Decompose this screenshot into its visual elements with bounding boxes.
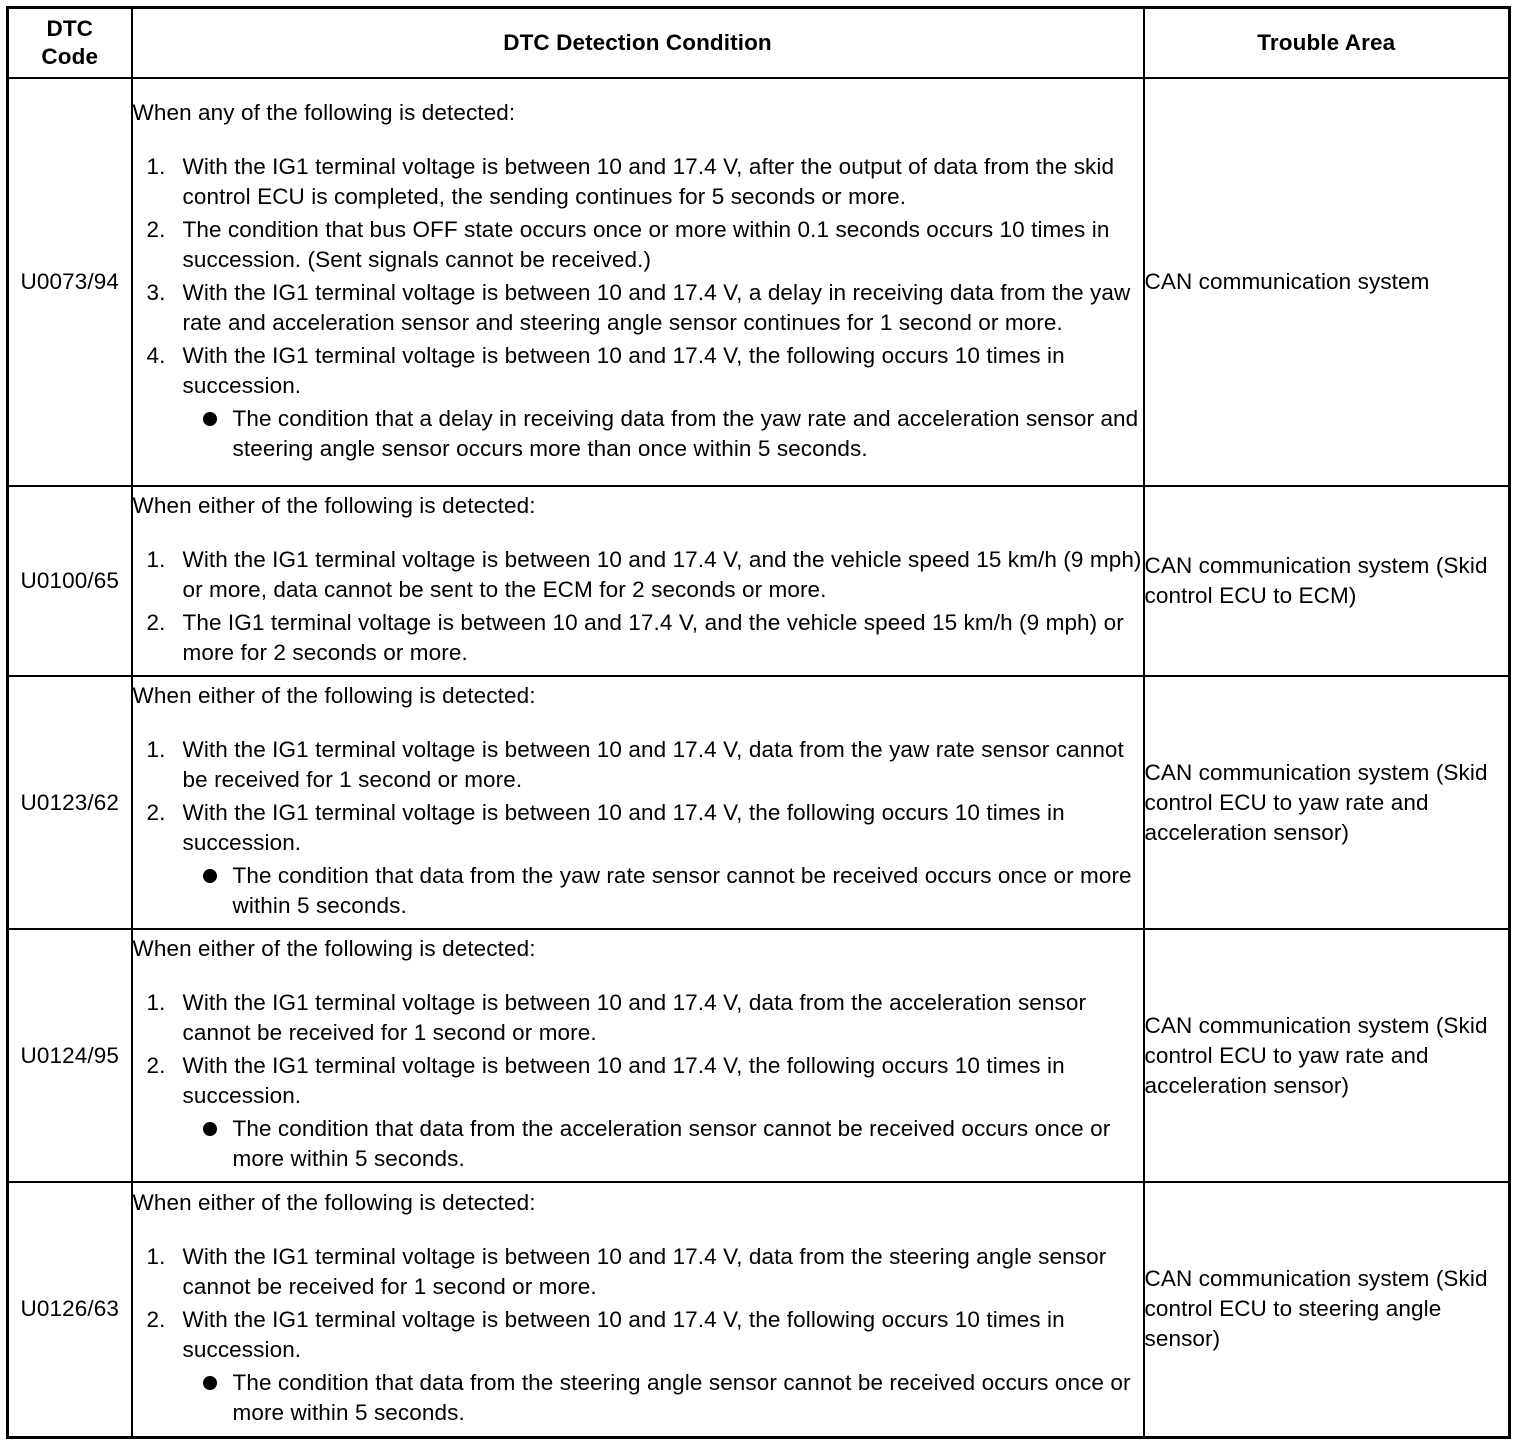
header-row	[8, 8, 1510, 79]
table-row	[8, 1182, 1510, 1437]
list-item	[133, 1051, 1143, 1174]
dtc-code-cell: U0124/95	[8, 929, 132, 1182]
list-item	[133, 608, 1143, 668]
bullet-text: The condition that a delay in receiving data from the yaw rate and acceleration sensor and steering angle sensor occurs more than once within 5 seconds.	[232, 405, 1139, 461]
list-item-text: With the IG1 terminal voltage is between 10 and 17.4 V, the following occurs 10 times in succession.	[182, 1306, 1065, 1362]
list-item-number: 2.	[146, 216, 166, 242]
bullet-list	[183, 404, 1143, 464]
detection-condition-cell	[132, 1182, 1144, 1437]
bullet-list	[183, 1114, 1143, 1174]
dtc-table	[6, 6, 1511, 1439]
list-item-text: The condition that bus OFF state occurs once or more within 0.1 seconds occurs 10 times in succession. (Sent signals cannot be received.)	[182, 216, 1110, 272]
bullet-text: The condition that data from the acceleration sensor cannot be received occurs once or more within 5 seconds.	[232, 1116, 1111, 1171]
table-body	[8, 78, 1510, 1437]
dtc-code-cell: U0126/63	[8, 1182, 132, 1437]
list-item	[133, 1305, 1143, 1428]
list-item	[133, 798, 1143, 921]
list-item-text: With the IG1 terminal voltage is between 10 and 17.4 V, the following occurs 10 times in succession.	[182, 1053, 1065, 1108]
list-item-number: 2.	[146, 1306, 166, 1332]
list-item	[133, 215, 1143, 275]
bullet-item	[183, 861, 1143, 921]
condition-list	[133, 988, 1143, 1174]
bullet-list	[183, 861, 1143, 921]
list-item-text: With the IG1 terminal voltage is between 10 and 17.4 V, data from the yaw rate sensor cannot be received for 1 second or more.	[182, 737, 1124, 792]
bullet-text: The condition that data from the yaw rate sensor cannot be received occurs once or more within 5 seconds.	[232, 863, 1132, 918]
bullet-dot-icon	[203, 412, 217, 426]
list-item	[133, 152, 1143, 212]
bullet-dot-icon	[203, 1122, 217, 1136]
bullet-item	[183, 1368, 1143, 1428]
list-item	[133, 545, 1143, 605]
list-item	[133, 341, 1143, 464]
trouble-area-cell: CAN communication system (Skid control ECU to steering angle sensor)	[1144, 1182, 1510, 1437]
condition-list	[133, 1242, 1143, 1428]
table-row	[8, 676, 1510, 929]
list-item-text: With the IG1 terminal voltage is between 10 and 17.4 V, a delay in receiving data from the yaw rate and acceleration sensor and steering angle sensor continues for 1 second or more.	[182, 279, 1131, 335]
condition-list	[133, 545, 1143, 668]
trouble-area-cell: CAN communication system (Skid control ECU to yaw rate and acceleration sensor)	[1144, 676, 1510, 929]
condition-intro: When either of the following is detected:	[132, 1189, 536, 1215]
detection-condition-cell	[132, 929, 1144, 1182]
list-item-text: With the IG1 terminal voltage is between 10 and 17.4 V, the following occurs 10 times in succession.	[182, 800, 1065, 855]
list-item	[133, 988, 1143, 1048]
header-detection-condition: DTC Detection Condition	[132, 8, 1144, 79]
list-item	[133, 1242, 1143, 1302]
list-item-number: 1.	[146, 153, 166, 179]
condition-intro: When any of the following is detected:	[132, 99, 516, 125]
header-dtc-code: DTC Code	[8, 8, 132, 79]
list-item-text: With the IG1 terminal voltage is between 10 and 17.4 V, data from the acceleration sensor cannot be received for 1 second or more.	[182, 990, 1087, 1045]
bullet-item	[183, 404, 1143, 464]
list-item-number: 2.	[146, 800, 166, 825]
condition-list	[133, 735, 1143, 921]
trouble-area-cell: CAN communication system (Skid control ECU to ECM)	[1144, 486, 1510, 676]
bullet-list	[183, 1368, 1143, 1428]
condition-intro: When either of the following is detected:	[132, 936, 536, 961]
bullet-text: The condition that data from the steering angle sensor cannot be received occurs once or more within 5 seconds.	[232, 1369, 1131, 1425]
list-item-number: 3.	[146, 279, 166, 305]
bullet-dot-icon	[203, 869, 217, 883]
dtc-code-cell: U0123/62	[8, 676, 132, 929]
list-item-number: 1.	[146, 547, 166, 572]
condition-list	[133, 152, 1143, 464]
list-item	[133, 735, 1143, 795]
dtc-code-cell: U0100/65	[8, 486, 132, 676]
list-item-text: The IG1 terminal voltage is between 10 and 17.4 V, and the vehicle speed 15 km/h (9 mph) or more for 2 seconds or more.	[182, 610, 1124, 665]
list-item-text: With the IG1 terminal voltage is between 10 and 17.4 V, data from the steering angle sensor cannot be received for 1 second or more.	[182, 1243, 1107, 1299]
list-item-number: 1.	[146, 1243, 166, 1269]
trouble-area-cell: CAN communication system	[1144, 78, 1510, 486]
list-item-number: 1.	[146, 990, 166, 1015]
list-item-number: 1.	[146, 737, 166, 762]
table-row	[8, 78, 1510, 486]
detection-condition-cell	[132, 78, 1144, 486]
detection-condition-cell	[132, 676, 1144, 929]
list-item-number: 2.	[146, 1053, 166, 1078]
bullet-item	[183, 1114, 1143, 1174]
trouble-area-cell: CAN communication system (Skid control ECU to yaw rate and acceleration sensor)	[1144, 929, 1510, 1182]
list-item-text: With the IG1 terminal voltage is between 10 and 17.4 V, after the output of data from the skid control ECU is completed, the sending continues for 5 seconds or more.	[182, 153, 1115, 209]
bullet-dot-icon	[203, 1376, 217, 1390]
list-item	[133, 278, 1143, 338]
condition-intro: When either of the following is detected:	[132, 683, 536, 708]
table-row	[8, 486, 1510, 676]
list-item-text: With the IG1 terminal voltage is between 10 and 17.4 V, and the vehicle speed 15 km/h (9 mph) or more, data cannot be sent to the ECM for 2 seconds or more.	[182, 547, 1142, 602]
list-item-text: With the IG1 terminal voltage is between 10 and 17.4 V, the following occurs 10 times in succession.	[182, 342, 1065, 398]
detection-condition-cell	[132, 486, 1144, 676]
condition-intro: When either of the following is detected:	[132, 493, 536, 518]
dtc-code-cell: U0073/94	[8, 78, 132, 486]
header-trouble-area: Trouble Area	[1144, 8, 1510, 79]
list-item-number: 2.	[146, 610, 166, 635]
list-item-number: 4.	[146, 342, 166, 368]
table-row	[8, 929, 1510, 1182]
